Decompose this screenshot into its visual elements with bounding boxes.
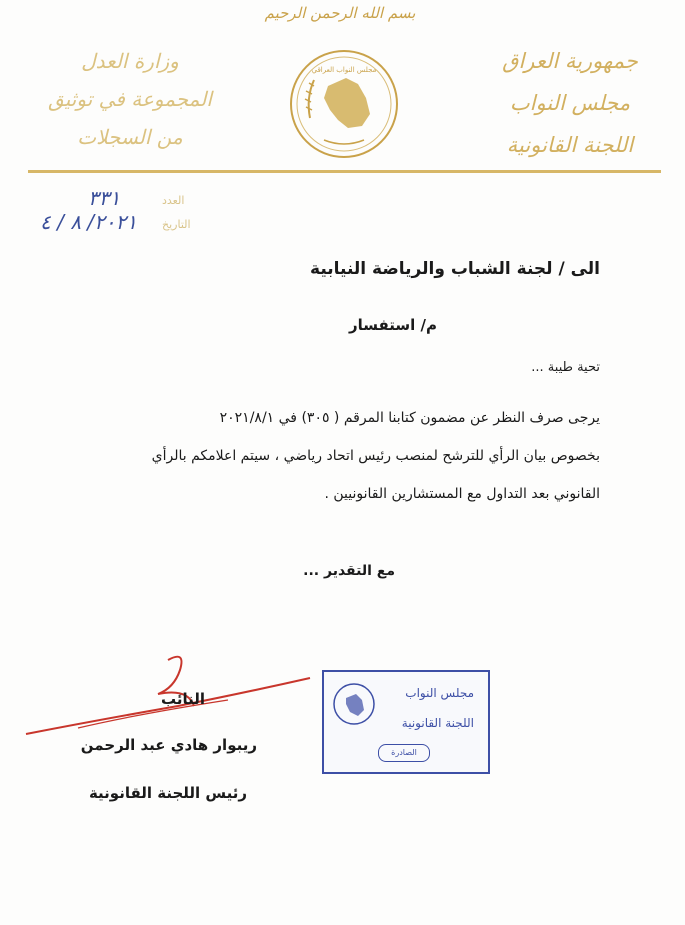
reference-block: [40, 186, 190, 246]
closing-line: مع التقدير ...: [303, 563, 395, 579]
signatory-position: رئيس اللجنة القانونية: [88, 784, 247, 802]
reference-number: ٣٣١: [88, 186, 121, 210]
body-line: القانوني بعد التداول مع المستشارين القانونيين .: [324, 486, 600, 502]
header-right-line: مجلس النواب: [509, 91, 631, 115]
parliament-emblem-icon: [288, 48, 400, 160]
letter-body: [100, 399, 600, 513]
header-right: [485, 40, 655, 166]
header-left-line: وزارة العدل: [81, 49, 179, 73]
stamp-line-1: مجلس النواب: [405, 686, 474, 700]
stamp-line-2: اللجنة القانونية: [401, 716, 474, 730]
body-line: بخصوص بيان الرأي للترشح لمنصب رئيس اتحاد رياضي ، سيتم اعلامكم بالرأي: [151, 448, 600, 464]
date-label: التاريخ: [162, 218, 191, 231]
body-line: يرجى صرف النظر عن مضمون كتابنا المرقم ( ٣٠٥) في ٢٠٢١/٨/١: [219, 410, 600, 426]
header-right-line: اللجنة القانونية: [506, 133, 634, 157]
reference-date: ٢٠٢١/ ٨ / ٤: [40, 210, 138, 234]
header-right-line: جمهورية العراق: [502, 49, 638, 73]
signatory-name: ريبوار هادي عبد الرحمن: [80, 736, 257, 754]
emblem-label: مجلس النواب العراقي: [311, 66, 377, 74]
number-label: العدد: [162, 194, 185, 207]
signatory-title: النائب: [160, 690, 205, 708]
header-left: [30, 42, 230, 156]
basmala: بسم الله الرحمن الرحيم: [264, 4, 416, 22]
header-left-line: المجموعة في توثيق: [48, 87, 212, 111]
header-left-line: من السجلات: [77, 125, 183, 149]
stamp-seal-icon: [332, 682, 376, 726]
greeting: تحية طيبة ...: [531, 360, 600, 375]
subject-line: م/ استفسار: [348, 316, 437, 334]
recipient-line: الى / لجنة الشباب والرياضة النيابية: [310, 259, 600, 279]
official-stamp: [322, 670, 490, 774]
stamp-line-3: الصادرة: [378, 744, 430, 762]
header-rule: [28, 170, 661, 173]
